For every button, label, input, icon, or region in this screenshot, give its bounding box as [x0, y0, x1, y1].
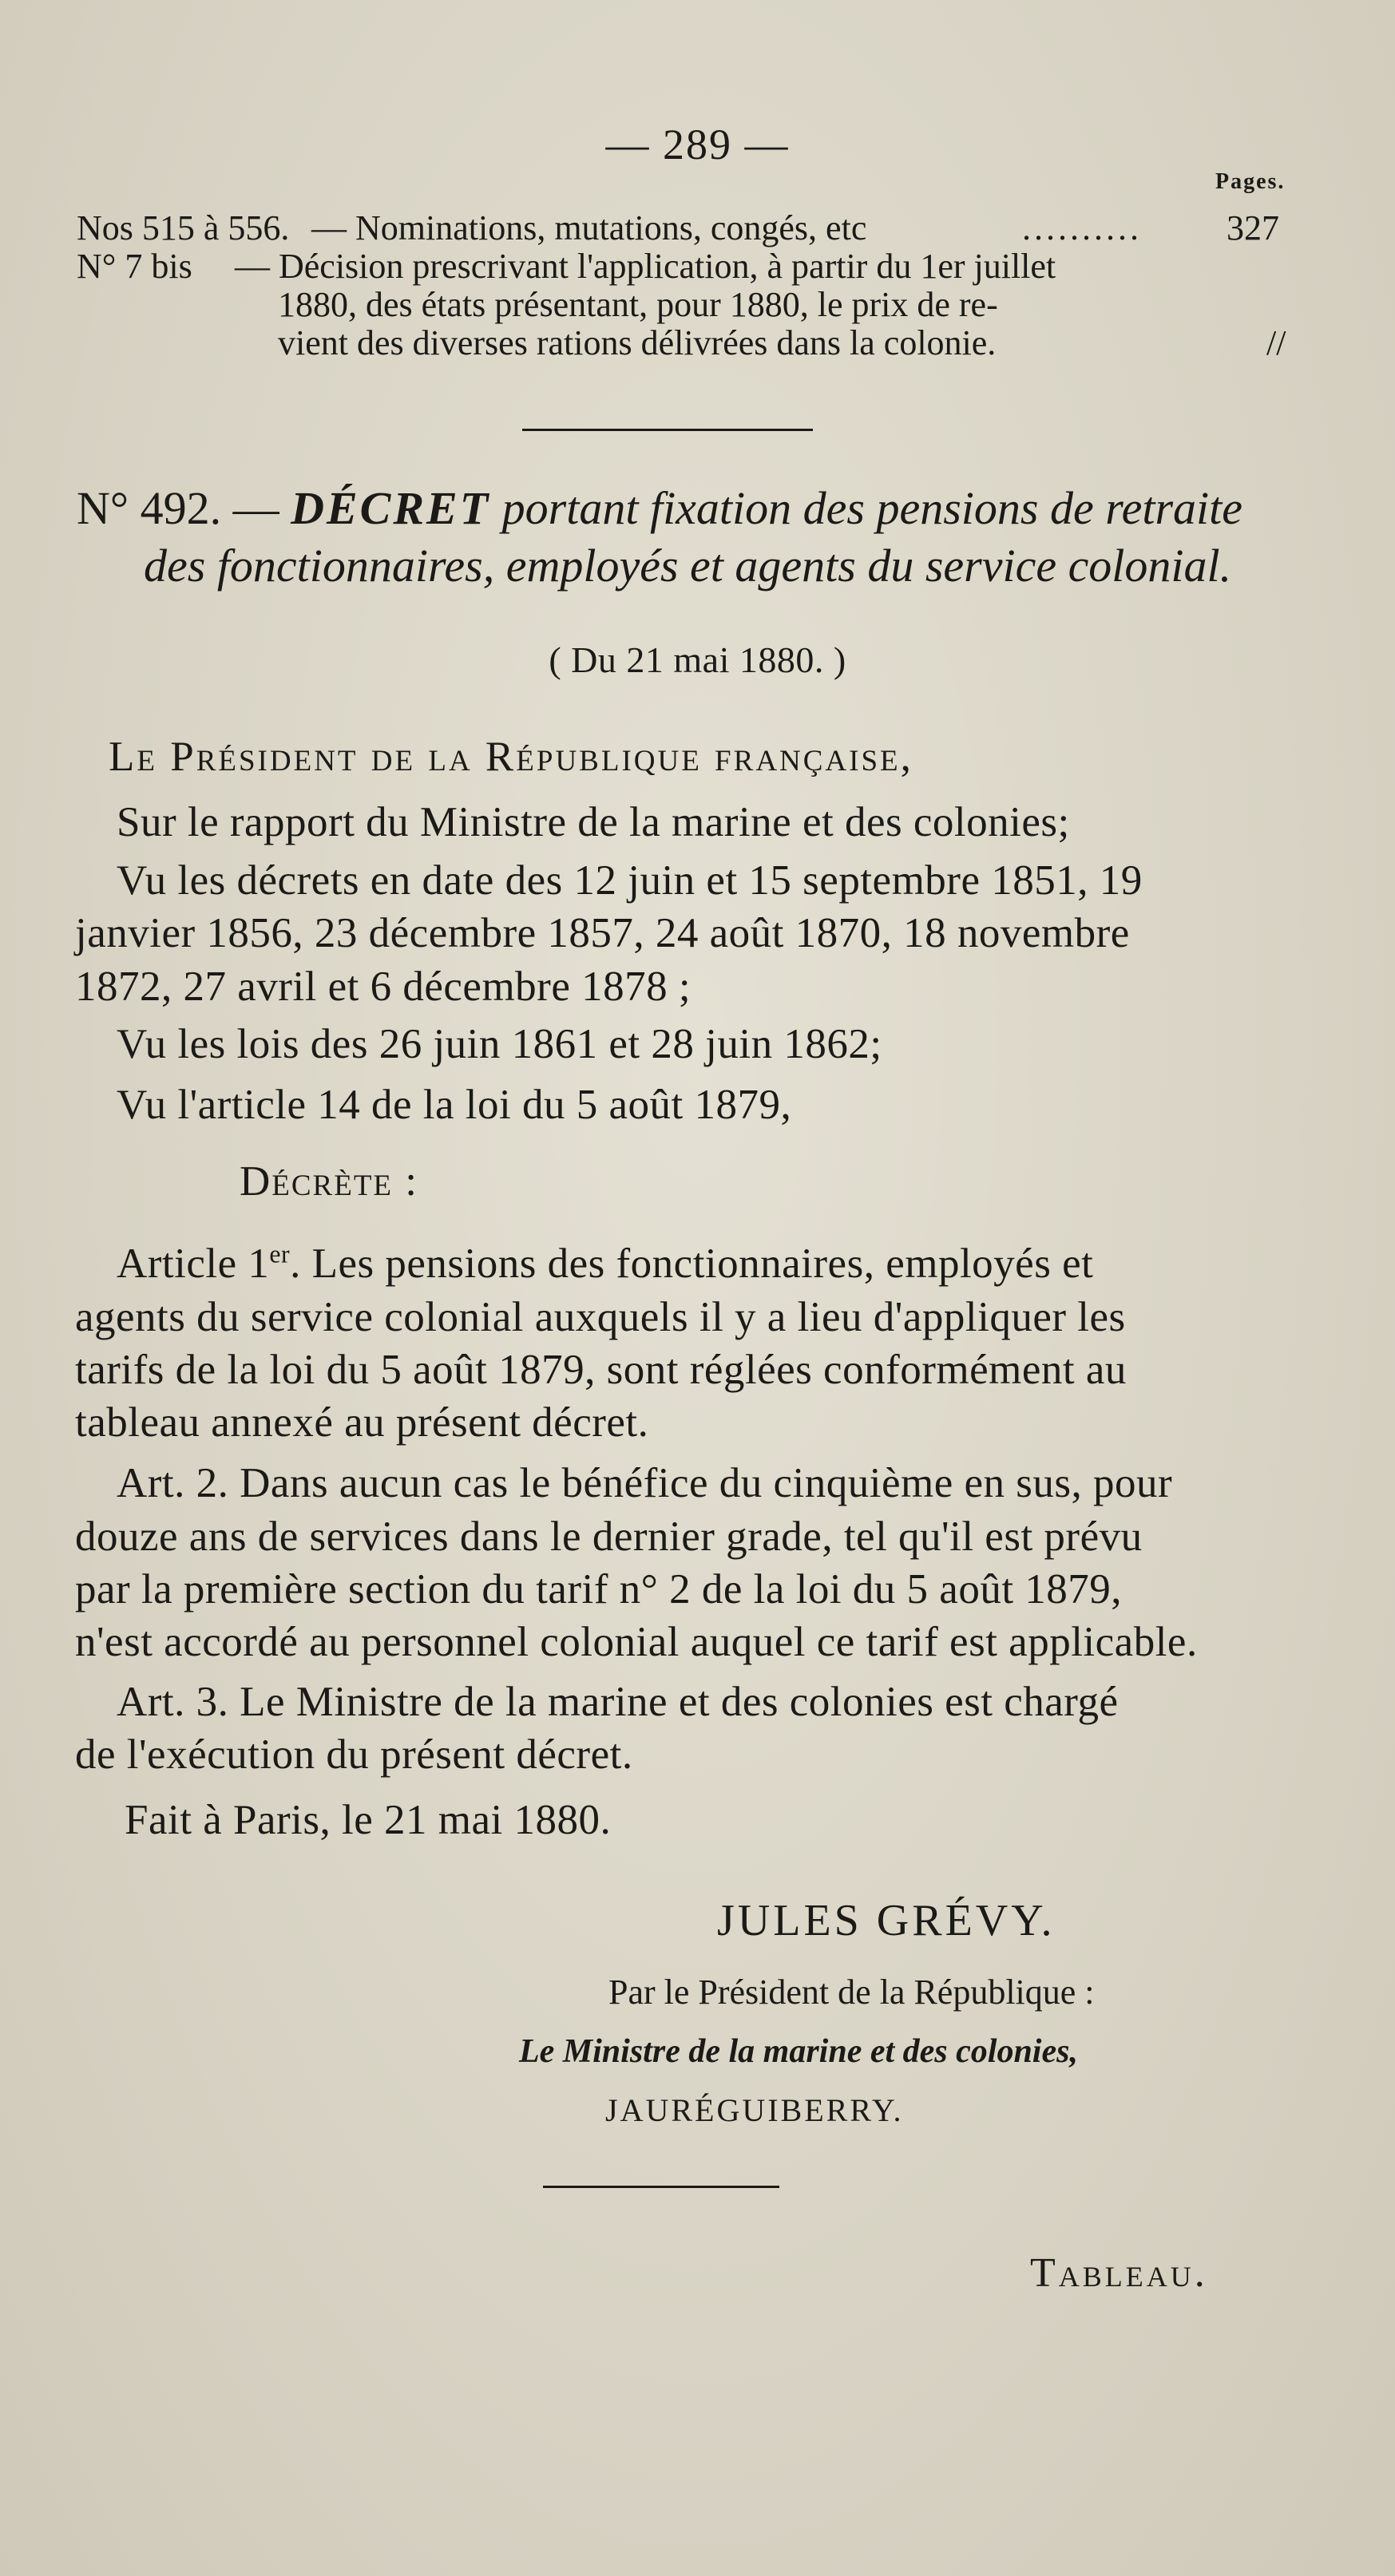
page-number: — 289 — [605, 121, 790, 168]
decree-title-text: portant fixation des pensions de retraite [501, 482, 1243, 534]
article-line: Art. 2. Dans aucun cas le bénéfice du cinquième en sus, pour [117, 1460, 1173, 1506]
article-line: tarifs de la loi du 5 août 1879, sont réglées conformément au [75, 1347, 1127, 1393]
decree-date: ( Du 21 mai 1880. ) [549, 639, 846, 680]
signature-by: Par le Président de la République : [608, 1973, 1095, 2012]
toc-entry-title-line: 1880, des états présentant, pour 1880, le prix de re- [278, 285, 998, 324]
toc-leader-dots: .......... [1022, 208, 1142, 247]
article-line: Art. 3. Le Ministre de la marine et des colonies est chargé [117, 1679, 1119, 1725]
article-line: de l'exécution du présent décret. [75, 1731, 633, 1778]
decree-title-line2: des fonctionnaires, employés et agents du service colonial. [144, 540, 1232, 592]
president-heading: Le Président de la République française, [109, 734, 913, 780]
pages-column-label: Pages. [1215, 169, 1286, 194]
article-1-lead: Article 1 [117, 1241, 270, 1287]
minister-title: Le Ministre de la marine et des colonies, [519, 2033, 1078, 2070]
paragraph-line: Vu les décrets en date des 12 juin et 15 septembre 1851, 19 [117, 857, 1143, 904]
toc-entry-title: — Nominations, mutations, congés, etc [311, 208, 867, 247]
decree-number: N° 492. [77, 482, 222, 534]
paragraph-line: 1872, 27 avril et 6 décembre 1878 ; [75, 964, 692, 1010]
article-line: douze ans de services dans le dernier grade, tel qu'il est prévu [75, 1514, 1143, 1560]
decrete-heading: Décrète : [240, 1158, 419, 1205]
article-line: par la première section du tarif n° 2 de la loi du 5 août 1879, [75, 1566, 1123, 1612]
article-1-text: . Les pensions des fonctionnaires, employés et [290, 1241, 1094, 1287]
done-at-paris: Fait à Paris, le 21 mai 1880. [125, 1797, 612, 1843]
paragraph-line: janvier 1856, 23 décembre 1857, 24 août 1870, 18 novembre [75, 910, 1130, 956]
paragraph: Sur le rapport du Ministre de la marine et des colonies; [117, 799, 1070, 845]
separator-rule [543, 2186, 779, 2188]
decree-dash: — [232, 482, 279, 534]
toc-entry-page: 327 [1227, 208, 1279, 247]
toc-entry-page: // [1266, 323, 1286, 362]
catchword: Tableau. [1030, 2250, 1208, 2296]
decree-keyword: DÉCRET [291, 482, 491, 534]
minister-name: JAURÉGUIBERRY. [605, 2092, 904, 2128]
article-1-sup: er [269, 1240, 291, 1268]
paragraph: Vu l'article 14 de la loi du 5 août 1879, [117, 1082, 792, 1128]
signature-name: JULES GRÉVY. [717, 1896, 1056, 1945]
decree-title-line [77, 482, 1242, 535]
article-line: tableau annexé au présent décret. [75, 1399, 649, 1446]
toc-entry-title-line: vient des diverses rations délivrées dans la colonie. [278, 323, 997, 362]
article-1-line [117, 1240, 1093, 1288]
paragraph: Vu les lois des 26 juin 1861 et 28 juin 1862; [117, 1021, 882, 1067]
toc-entry-title-line: — Décision prescrivant l'application, à partir du 1er juillet [235, 247, 1056, 286]
article-line: agents du service colonial auxquels il y a lieu d'appliquer les [75, 1294, 1126, 1340]
toc-entry-ref: Nos 515 à 556. [77, 208, 290, 247]
article-line: n'est accordé au personnel colonial auquel ce tarif est applicable. [75, 1619, 1198, 1665]
toc-entry-ref: N° 7 bis [77, 247, 192, 286]
separator-rule [522, 429, 813, 431]
